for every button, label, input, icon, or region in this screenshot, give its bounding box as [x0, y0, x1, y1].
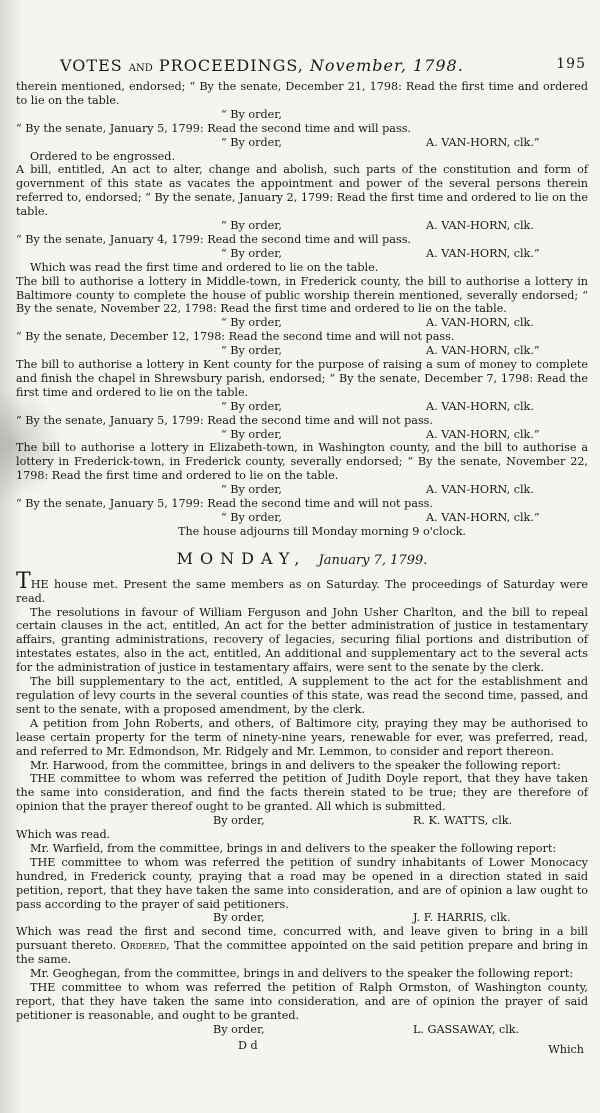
by-order: By order, — [213, 911, 265, 925]
by-order: “ By order, — [221, 344, 282, 358]
signature-line — [16, 428, 588, 442]
paragraph: “ By the senate, January 5, 1799: Read the second time and will not pass. — [16, 497, 433, 511]
body-text — [16, 80, 588, 1056]
clerk-name: J. F. HARRIS, clk. — [413, 911, 511, 925]
paragraph: Which was read the first time and ordered to lie on the table. — [30, 260, 379, 274]
header-title — [60, 56, 464, 75]
by-order: “ By order, — [221, 107, 282, 121]
paragraph — [16, 568, 588, 606]
signature-line — [16, 814, 588, 828]
day-name: MONDAY, — [176, 548, 307, 568]
clerk-name: A. VAN-HORN, clk.” — [426, 427, 540, 441]
header-votes: VOTES — [60, 56, 123, 75]
paragraph: The bill to authorise a lottery in Kent county for the purpose of raising a sum of money to complete and finish the chapel in Shrewsbury parish, endorsed; “ By the senate, December 7, 1798: Read the first time and ordered to lie on the table. — [16, 358, 588, 399]
by-order: By order, — [213, 814, 265, 828]
drop-cap: T — [16, 568, 31, 594]
clerk-name: A. VAN-HORN, clk.” — [426, 344, 540, 358]
by-order: “ By order, — [221, 510, 282, 524]
paragraph: therein mentioned, endorsed; “ By the senate, December 21, 1798: Read the first time and ordered to lie on the table. — [16, 80, 588, 107]
paragraph-text: HE house met. Present the same members as on Saturday. The proceedings of Saturday were read. — [16, 577, 588, 605]
paragraph-text: That the committee appointed on the said petition prepare and bring in the same. — [16, 939, 588, 967]
paragraph: The bill to authorise a lottery in Middle-town, in Frederick county, the bill to authorise a lottery in Baltimore county to complete the house of public worship therein mentioned, severally endorsed; “ By the senate, November 22, 1798: Read the first time and ordered to lie on the table. — [16, 274, 588, 316]
clerk-name: R. K. WATTS, clk. — [413, 814, 513, 828]
clerk-name: A. VAN-HORN, clk. — [426, 219, 534, 233]
clerk-name: A. VAN-HORN, clk.” — [426, 135, 540, 149]
by-order: “ By order, — [221, 219, 282, 233]
paragraph: Ordered to be engrossed. — [30, 149, 176, 163]
header-date: November, 1798. — [309, 56, 464, 75]
signature-line — [16, 511, 588, 525]
signature-line — [16, 344, 588, 358]
by-order: “ By order, — [221, 316, 282, 330]
signature-line — [16, 1023, 588, 1037]
catchword: Which — [548, 1042, 584, 1056]
by-order: “ By order, — [221, 135, 282, 149]
header-and: AND — [128, 63, 153, 74]
by-order: “ By order, — [221, 427, 282, 441]
signature-line — [16, 247, 588, 261]
paragraph: Mr. Geoghegan, from the committee, brings in and delivers to the speaker the following report: — [30, 967, 574, 981]
page-number: 195 — [556, 56, 586, 72]
clerk-name: A. VAN-HORN, clk.” — [426, 510, 540, 524]
by-order: By order, — [213, 1022, 265, 1036]
running-header — [60, 56, 586, 78]
paragraph: The resolutions in favour of William Ferguson and John Usher Charlton, and the bill to repeal certain clauses in the act, entitled, An act for the better administration of justice in testamentary affairs, granting administrations, recovery of legacies, securing filial portions and distribution of intestates estates, also in the act, entitled, An additional and supplementary act to the several acts for the administration of justice in testamentary affairs, were sent to the senate by the clerk. — [16, 605, 588, 675]
day-date: January 7, 1799. — [318, 552, 428, 568]
ordered-label: Ordered, — [120, 939, 170, 953]
report-text: THE committee to whom was referred the petition of Judith Doyle report, that they have taken the same into consideration, and find the facts therein stated to be true; they are therefore of opinion that the prayer thereof ought to be granted. All which is submitted. — [16, 772, 588, 814]
clerk-name: A. VAN-HORN, clk. — [426, 399, 534, 413]
by-order: “ By order, — [221, 399, 282, 413]
signature-line — [16, 400, 588, 414]
paragraph: The bill to authorise a lottery in Elizabeth-town, in Washington county, and the bill to authorise a lottery in Frederick-town, in Frederick county, severally endorsed; “ By the senate, November 22, 1798: Read the first time and ordered to lie on the table. — [16, 441, 588, 483]
paragraph-text: Which was read the first and second time, concurred with, and leave given to bring in a bill pursuant thereto. — [16, 925, 588, 953]
paragraph: Mr. Harwood, from the committee, brings in and delivers to the speaker the following report: — [30, 758, 561, 772]
signature-line — [16, 136, 588, 150]
adjournment: The house adjourns till Monday morning 9 o'clock. — [178, 524, 466, 538]
clerk-name: L. GASSAWAY, clk. — [413, 1022, 520, 1036]
by-order: “ By order, — [221, 483, 282, 497]
paragraph: “ By the senate, January 5, 1799: Read the second time and will pass. — [16, 121, 411, 135]
signature-mark: D d — [238, 1038, 258, 1052]
clerk-name: A. VAN-HORN, clk. — [426, 483, 534, 497]
clerk-name: A. VAN-HORN, clk.” — [426, 246, 540, 260]
paragraph: Mr. Warfield, from the committee, brings in and delivers to the speaker the following report: — [30, 841, 557, 855]
paragraph: A bill, entitled, An act to alter, change and abolish, such parts of the constitution and form of government of this state as vacates the appointment and power of the several persons therein referred to, endorsed; “ By the senate, January 2, 1799: Read the first time and ordered to lie on the table. — [16, 163, 588, 219]
page-footer — [16, 1037, 588, 1056]
signature-line — [16, 316, 588, 330]
report-text: THE committee to whom was referred the petition of Ralph Ormston, of Washington county, report, that they have taken the same into consideration, and are of opinion the prayer of said petitioner is reasonable, and ought to be granted. — [16, 981, 588, 1022]
signature-line — [16, 108, 588, 122]
report-text: THE committee to whom was referred the petition of sundry inhabitants of Lower Monocacy hundred, in Frederick county, praying that a road may be opened in a direction stated in said petition, report, that they have taken the same into consideration, and are of opinion a law ought to pass according to the prayer of said petitioners. — [16, 855, 588, 911]
signature-line — [16, 219, 588, 233]
paragraph: A petition from John Roberts, and others, of Baltimore city, praying they may be authorised to lease certain property for the term of ninety-nine years, renewable for ever, was preferred, read, and referred to Mr. Edmondson, Mr. Ridgely and Mr. Lemmon, to consider and report thereon. — [16, 716, 588, 758]
paragraph: “ By the senate, January 4, 1799: Read the second time and will pass. — [16, 232, 411, 246]
signature-line — [16, 911, 588, 925]
paragraph — [16, 925, 588, 967]
by-order: “ By order, — [221, 246, 282, 260]
paragraph: “ By the senate, January 5, 1799: Read the second time and will not pass. — [16, 413, 433, 427]
header-proceedings: PROCEEDINGS, — [158, 56, 304, 75]
paragraph: Which was read. — [16, 828, 111, 842]
paragraph: “ By the senate, December 12, 1798: Read the second time and will not pass. — [16, 330, 455, 344]
signature-line — [16, 483, 588, 497]
clerk-name: A. VAN-HORN, clk. — [426, 316, 534, 330]
day-heading — [16, 550, 588, 570]
paragraph: The bill supplementary to the act, entitled, A supplement to the act for the establishment and regulation of levy courts in the several counties of this state, was read the second time, passed, and sent to the senate, with a proposed amendment, by the clerk. — [16, 675, 588, 716]
